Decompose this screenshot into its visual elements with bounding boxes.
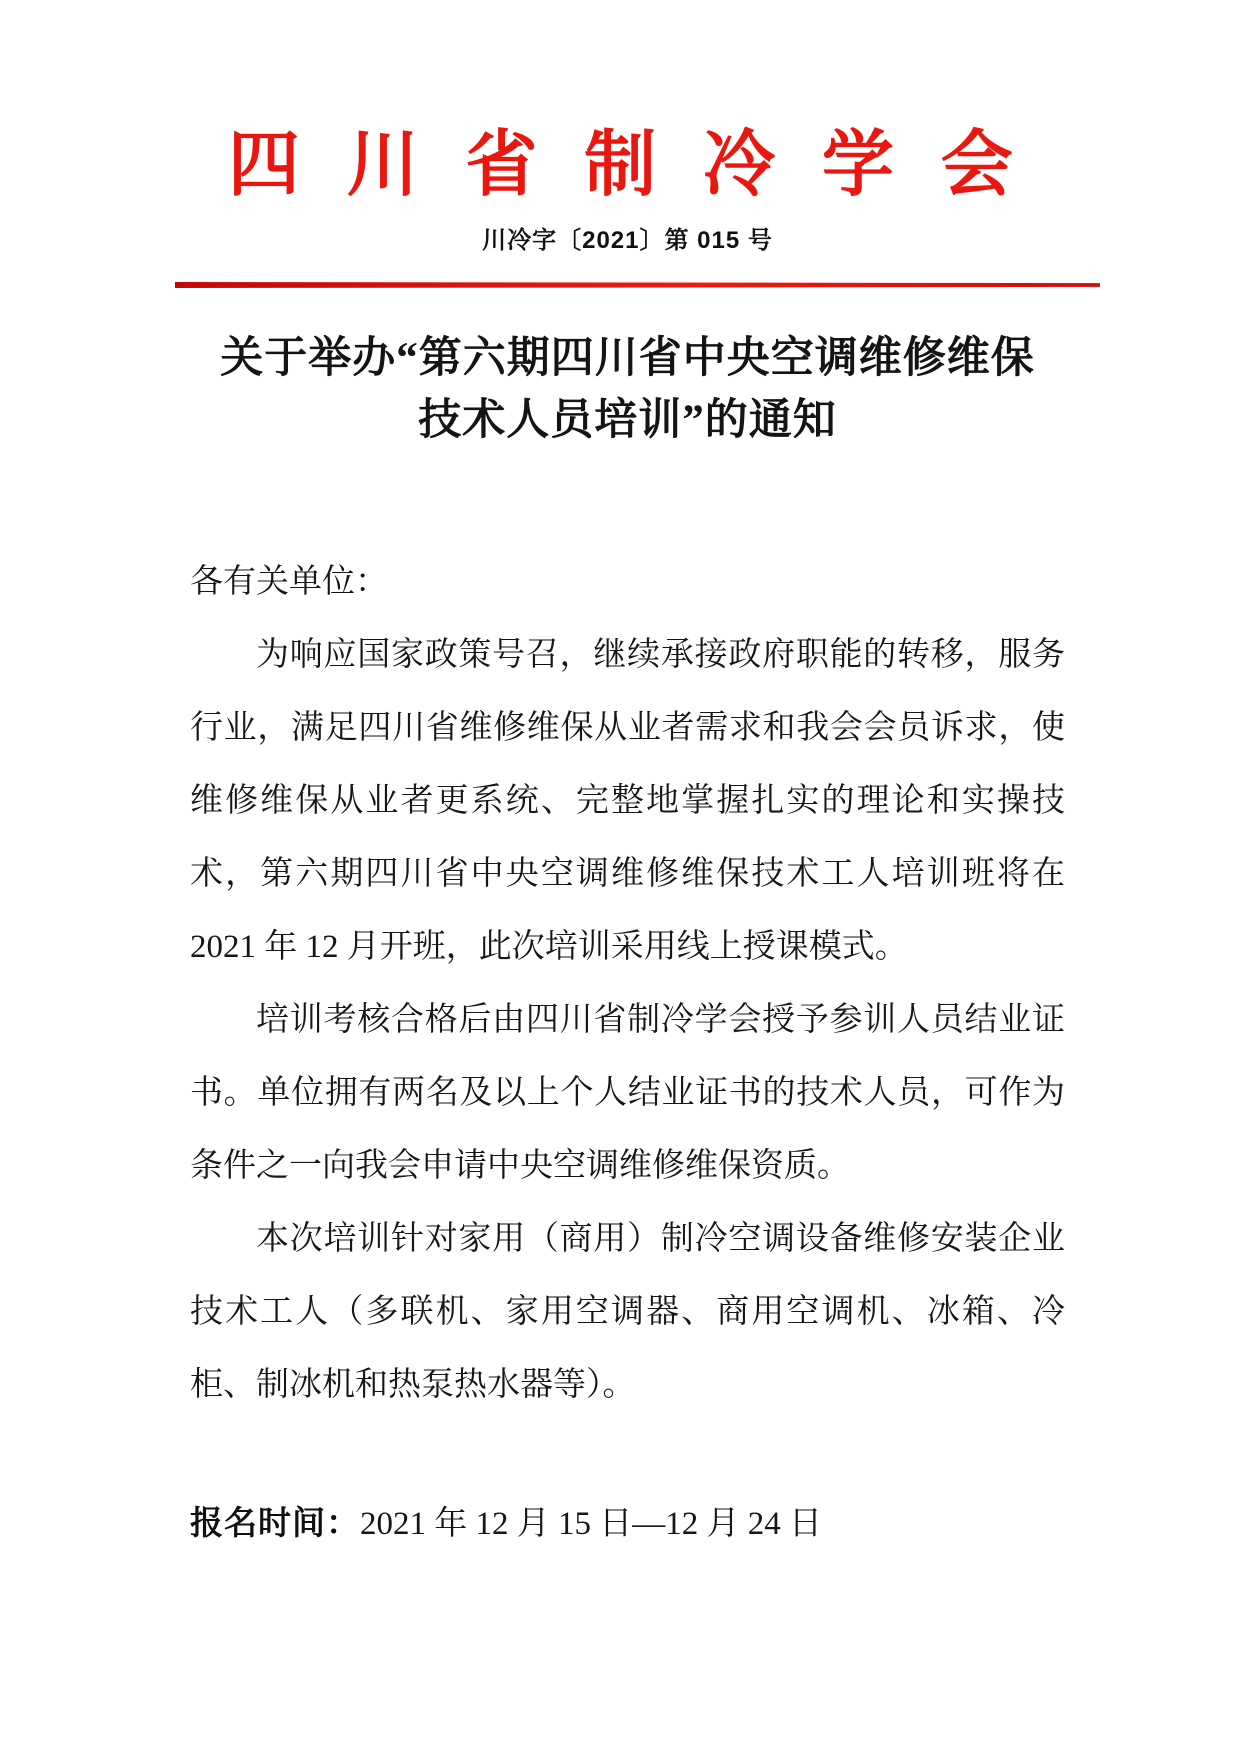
paragraph: 本次培训针对家用（商用）制冷空调设备维修安装企业技术工人（多联机、家用空调器、商用空调机、冰箱、冷柜、制冰机和热泵热水器等）。 <box>190 1221 1065 1403</box>
document-number: 川冷字〔2021〕第 015 号 <box>482 227 773 254</box>
organization-title: 四 川 省 制 冷 学 会 <box>227 125 1028 205</box>
signup-time-line <box>190 1500 1065 1547</box>
paragraph: 为响应国家政策号召，继续承接政府职能的转移，服务行业，满足四川省维修维保从业者需求和我会会员诉求，使维修维保从业者更系统、完整地掌握扎实的理论和实操技术，第六期四川省中央空调维修维保技术工人培训班将在 2021 年 12 月开班，此次培训采用线上授课模式。 <box>190 637 1065 965</box>
notice-title-line-1: 关于举办“第六期四川省中央空调维修维保 <box>220 335 1035 382</box>
signup-time-label: 报名时间： <box>190 1504 360 1541</box>
paragraph: 培训考核合格后由四川省制冷学会授予参训人员结业证书。单位拥有两名及以上个人结业证书的技术人员，可作为条件之一向我会申请中央空调维修维保资质。 <box>190 1002 1065 1184</box>
salutation: 各有关单位： <box>190 564 388 600</box>
signup-time-value: 2021 年 12 月 15 日—12 月 24 日 <box>360 1506 822 1542</box>
notice-title <box>190 328 1065 452</box>
notice-body <box>190 546 1065 1422</box>
red-divider-line <box>175 282 1100 288</box>
notice-title-line-2: 技术人员培训”的通知 <box>418 397 837 444</box>
